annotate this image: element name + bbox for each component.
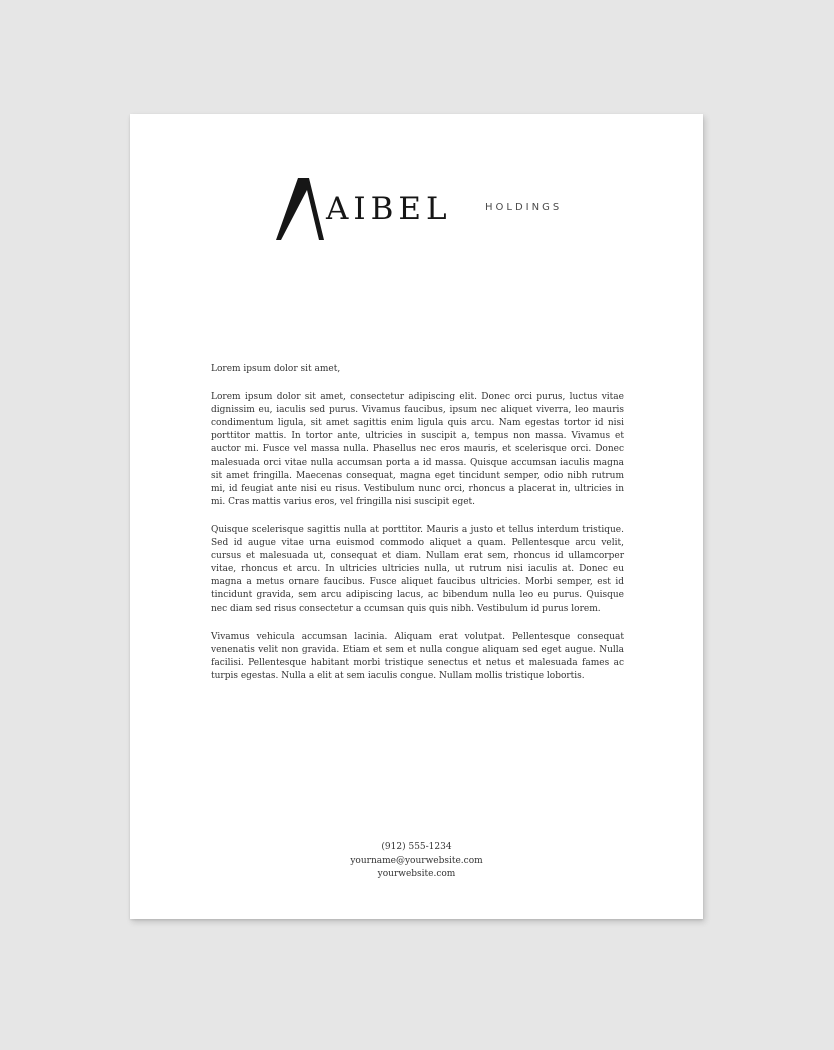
contact-footer	[130, 841, 703, 882]
letter-paragraph: Vivamus vehicula accumsan lacinia. Aliquam erat volutpat. Pellentesque consequat venenatis velit non gravida. Etiam et sem et nulla congue aliquam sed eget augue. Nulla facilisi. Pellentesque habitant morbi tristique senectus et netus et malesuada fames ac turpis egestas. Nulla a elit at sem iaculis congue. Nullam mollis tristique lobortis.	[211, 631, 624, 681]
letter-paragraph: Quisque scelerisque sagittis nulla at porttitor. Mauris a justo et tellus interdum tristique. Sed id augue vitae urna euismod commodo aliquet a quam. Pellentesque arcu velit, cursus et malesuada ut, consequat et diam. Nullam erat sem, rhoncus id ullamcorper vitae, rhoncus et arcu. In ultricies ultricies nulla, ut rutrum nisi iaculis at. Donec eu magna a metus ornare faucibus. Fusce aliquet faucibus ultricies. Morbi semper, est id tincidunt gravida, sem arcu adipiscing lacus, ac bibendum nulla leo eu purus. Quisque nec diam sed risus consectetur a ccumsan quis quis nibh. Vestibulum id purus lorem.	[211, 524, 624, 614]
letter-greeting: Lorem ipsum dolor sit amet,	[211, 364, 341, 374]
phone-number: (912) 555-1234	[381, 842, 452, 852]
email-address: yourname@yourwebsite.com	[350, 855, 483, 866]
website-url: yourwebsite.com	[377, 869, 456, 879]
letter-paragraph: Lorem ipsum dolor sit amet, consectetur adipiscing elit. Donec orci purus, luctus vitae dignissim eu, iaculis sed purus. Vivamus faucibus, ipsum nec aliquet viverra, leo mauris condimentum ligula, sit amet sagittis enim ligula quis arcu. Nam egestas tortor id nisi porttitor mattis. In tortor ante, ultricies in suscipit a, tempus non massa. Vivamus et auctor mi. Fusce vel massa nulla. Phasellus nec eros mauris, et scelerisque orci. Donec malesuada orci vitae nulla accumsan porta a id massa. Quisque accumsan iaculis magna sit amet fringilla. Maecenas consequat, magna eget tincidunt semper, odio nibh rutrum mi, id feugiat ante nisi eu risus. Vestibulum nunc orci, rhoncus a placerat in, ultricies in mi. Cras mattis varius eros, vel fringilla nisi suscipit eget.	[211, 392, 624, 507]
letter-body	[211, 363, 624, 698]
logo-wordmark: AIBEL	[326, 191, 452, 227]
logo-subtitle: HOLDINGS	[485, 202, 563, 213]
company-logo	[276, 178, 586, 242]
a-logo-mark-icon	[276, 178, 324, 240]
letterhead-paper	[130, 114, 703, 919]
